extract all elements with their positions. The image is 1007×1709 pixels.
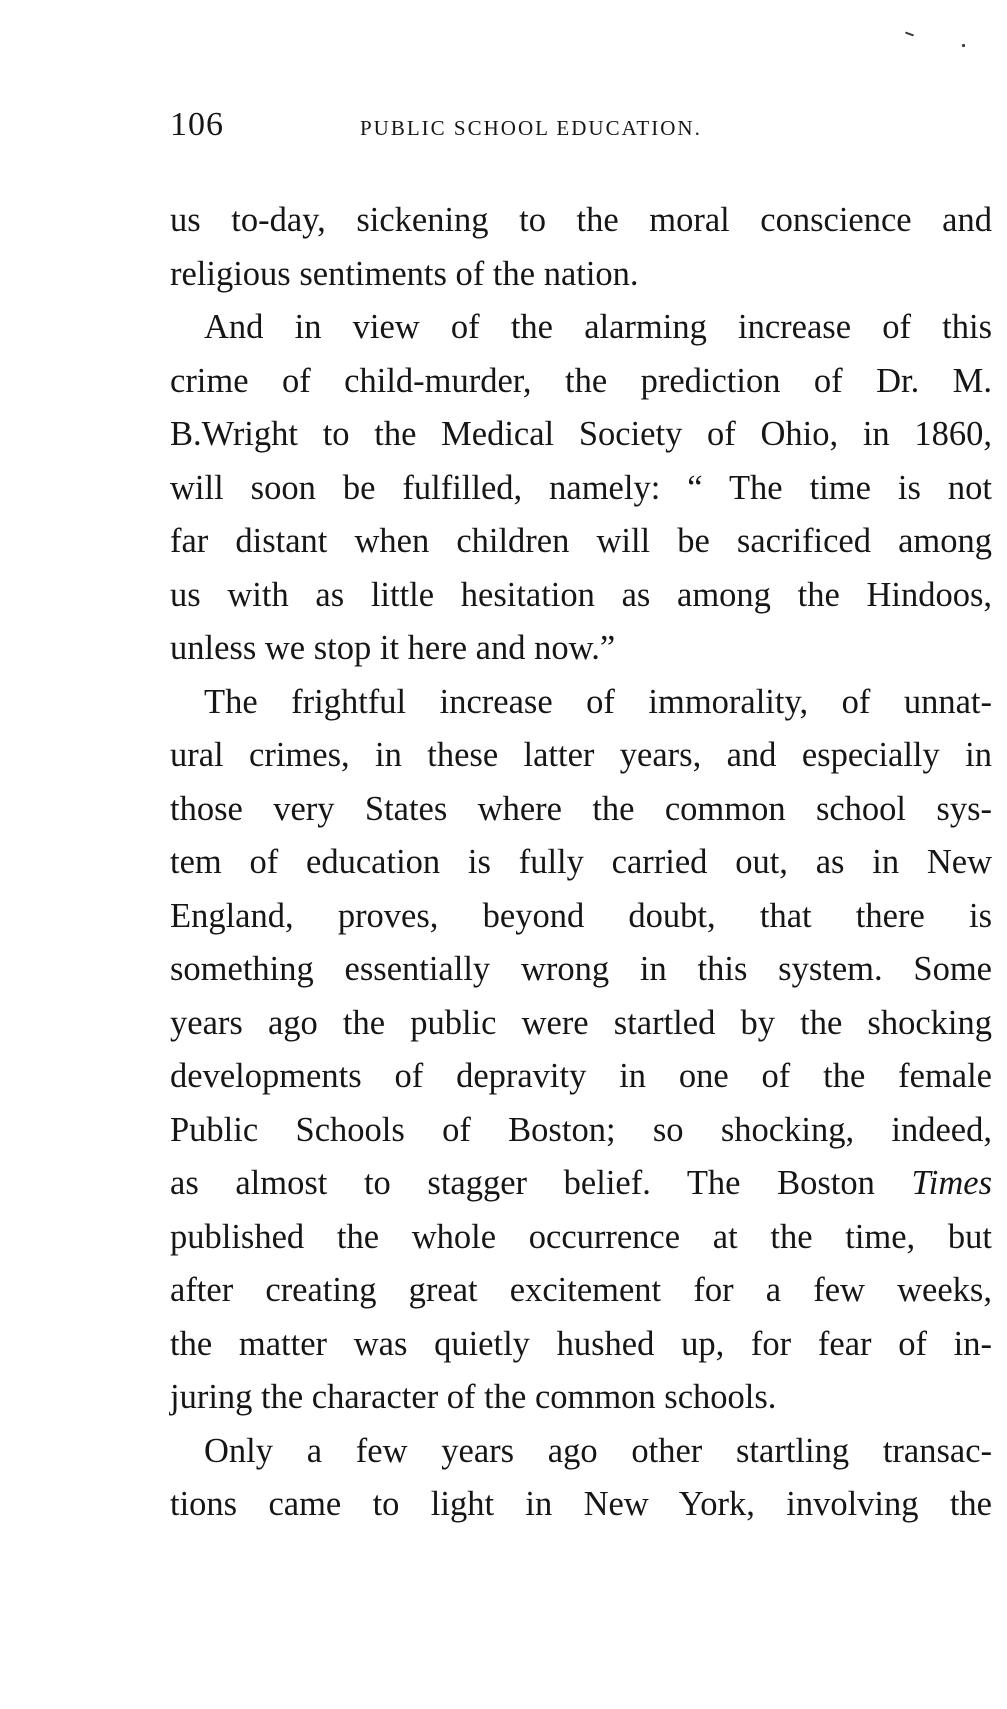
text-line: years ago the public were startled by the shocking	[170, 1003, 992, 1042]
paragraph-4	[170, 1425, 992, 1532]
text-line: will soon be fulfilled, namely: “ The time is not	[170, 468, 992, 507]
italic-newspaper-name: Times	[911, 1164, 993, 1202]
text-line: England, proves, beyond doubt, that there is	[170, 896, 992, 935]
text-line: far distant when children will be sacrificed among	[170, 522, 992, 560]
stray-ink-mark	[905, 32, 914, 37]
text-line-with-italic	[170, 1157, 992, 1211]
paragraph-1	[170, 194, 992, 301]
text-line: published the whole occurrence at the time, but	[170, 1217, 992, 1256]
text-line: ural crimes, in these latter years, and especially in	[170, 736, 992, 774]
text-line: Public Schools of Boston; so shocking, indeed,	[170, 1110, 992, 1149]
text-line: religious sentiments of the nation.	[170, 254, 639, 293]
text-line: Only a few years ago other startling transac-	[204, 1431, 992, 1470]
text-line: after creating great excitement for a few weeks,	[170, 1271, 992, 1309]
text-line: us with as little hesitation as among the Hindoos,	[170, 575, 992, 614]
text-segment: as almost to stagger belief. The Boston	[170, 1164, 875, 1202]
text-line: crime of child-murder, the prediction of Dr. M.	[170, 361, 992, 400]
text-line: The frightful increase of immorality, of unnat-	[204, 682, 992, 721]
text-line: those very States where the common school sys-	[170, 789, 992, 828]
text-line: something essentially wrong in this system. Some	[170, 950, 992, 988]
text-line: us to-day, sickening to the moral conscience and	[170, 201, 992, 239]
paragraph-2	[170, 301, 992, 676]
text-line: juring the character of the common schools.	[170, 1378, 777, 1416]
text-line: B.Wright to the Medical Society of Ohio, in 1860,	[170, 415, 992, 453]
stray-ink-dot	[962, 44, 965, 47]
running-head	[170, 96, 992, 144]
body-text	[170, 194, 992, 1532]
text-line: developments of depravity in one of the female	[170, 1057, 992, 1095]
text-line: tem of education is fully carried out, as in New	[170, 843, 992, 881]
page-number: 106	[170, 106, 224, 143]
text-line: the matter was quietly hushed up, for fear of in-	[170, 1324, 992, 1363]
text-line: And in view of the alarming increase of this	[204, 308, 992, 346]
text-line: unless we stop it here and now.”	[170, 629, 616, 667]
running-title: PUBLIC SCHOOL EDUCATION.	[360, 116, 702, 140]
book-page	[170, 96, 992, 1532]
text-line: tions came to light in New York, involving the	[170, 1485, 992, 1523]
paragraph-3	[170, 676, 992, 1425]
